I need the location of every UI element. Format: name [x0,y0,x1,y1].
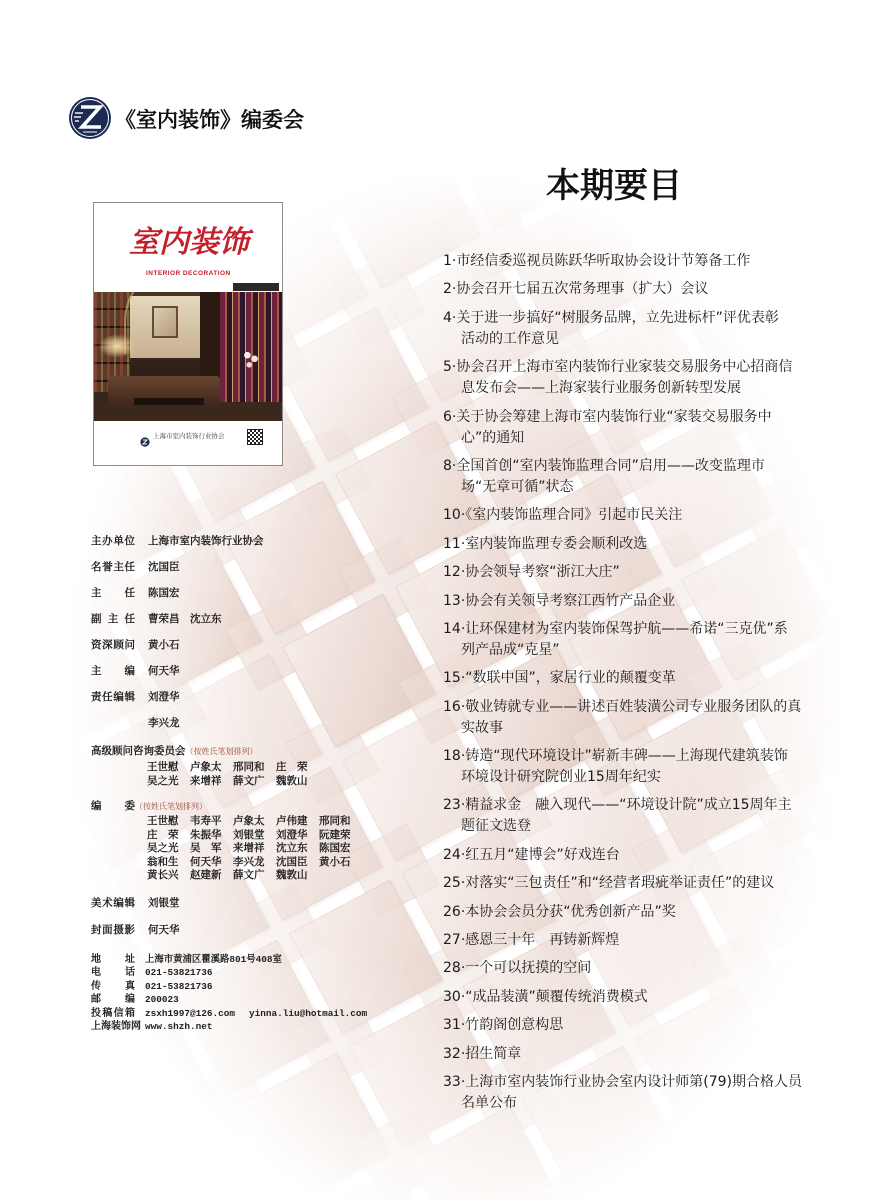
toc-item [443,619,802,661]
toc-page-number: 28· [443,960,466,977]
member-name: 邢同和 [319,815,351,827]
masthead-row [91,534,264,560]
toc-item [443,279,802,300]
masthead-editorial-board [91,799,362,883]
cover-title: 室内装饰 [129,225,249,260]
toc-page-number: 1· [443,253,457,269]
masthead-row [91,923,180,950]
toc-item [443,746,802,788]
toc-page-number: 32· [443,1045,466,1062]
toc-page-number: 30· [443,988,466,1005]
masthead-person-name: 黄小石 [148,639,180,651]
toc-line [443,767,802,788]
masthead-person-name: 陈国宏 [148,587,180,599]
toc-item [443,697,802,739]
photo-arc-lamp [124,292,236,354]
toc-line [443,357,802,378]
contact-label: 投稿信箱 [91,1007,135,1019]
masthead-role-label: 责任编辑 [91,691,135,703]
toc-page-number: 31· [443,1017,466,1034]
toc-line [443,308,802,329]
toc-page-number: 10· [443,507,466,524]
toc-article-title: 活动的工作意见 [461,330,559,347]
member-name: 魏敦山 [276,775,308,787]
toc-article-title: 名单公布 [461,1094,517,1111]
member-name: 沈国臣 [276,855,308,868]
masthead-row [91,664,264,690]
advisors-label: 高级顾问咨询委员会 [91,745,186,757]
toc-line [443,251,802,272]
toc-article-title: 感恩三十年 再铸新辉煌 [465,932,620,949]
contact-row [91,1007,367,1020]
toc-article-title: 铸造“现代环境设计”崭新丰碑——上海现代建筑装饰 [465,748,788,765]
toc-article-title: 场“无章可循”状态 [461,478,574,495]
masthead-row [91,612,264,638]
member-name: 陈国宏 [319,842,351,855]
cover-subtitle: INTERIOR DECORATION [146,270,231,277]
toc-page-number: 2· [443,281,457,298]
contact-value: zsxh1997@126.com [145,1007,236,1019]
toc-item [443,930,802,951]
toc-page-number: 14· [443,620,466,637]
member-name: 薛文广 [233,869,265,882]
toc-article-title: 敬业铸就专业——讲述百姓装潢公司专业服务团队的真 [465,698,802,715]
toc-article-title: 环境设计研究院创业15周年纪实 [461,769,661,786]
cover-issue-bar [233,283,279,291]
toc-item [443,795,802,837]
toc-line [443,428,802,449]
toc-item [443,308,802,350]
member-name: 吴 军 [190,842,222,855]
masthead-person-name: 上海市室内装饰行业协会 [148,535,264,547]
masthead-role-label: 主 任 [91,587,135,599]
name-row [147,774,319,788]
toc-page-number: 33· [443,1073,466,1090]
toc-item [443,456,802,498]
name-row [147,869,362,883]
contact-value: 200023 [145,994,179,1006]
toc-article-title: 协会召开七届五次常务理事（扩大）会议 [456,281,709,298]
magazine-cover [93,202,283,466]
contact-row [91,980,367,993]
toc-line [443,873,802,894]
toc-line [443,930,802,951]
member-name: 何天华 [190,855,222,868]
page-header-title: 《室内装饰》编委会 [115,107,304,132]
toc-line [443,958,802,979]
masthead-row [91,586,264,612]
toc-line [443,378,802,399]
toc-item [443,902,802,923]
member-name: 来增祥 [233,842,265,855]
cover-org-emblem-icon [140,437,150,447]
masthead-role-label: 美术编辑 [91,897,135,909]
toc-article-title: 竹韵阁创意构思 [465,1017,564,1034]
toc-line [443,795,802,816]
member-name: 庄 荣 [276,761,308,773]
toc-page-number: 5· [443,359,457,376]
toc-line [443,456,802,477]
name-row [147,760,319,774]
contact-label: 邮 编 [91,994,135,1006]
toc-article-title: 列产品成“克星” [461,641,560,658]
toc-item [443,958,802,979]
toc-item [443,591,802,612]
member-name: 卢象太 [233,815,265,827]
masthead-role-label: 封面摄影 [91,924,135,936]
toc-page-number: 15· [443,670,466,687]
masthead-role-label: 主办单位 [91,535,135,547]
masthead-row [91,638,264,664]
toc-page-number: 13· [443,592,466,609]
toc-line [443,816,802,837]
masthead-role-label: 名誉主任 [91,561,135,573]
masthead-role-label: 主 编 [91,665,135,677]
logo-emblem-icon [68,96,112,140]
member-name: 阮建荣 [319,828,351,841]
contact-label: 电 话 [91,967,135,979]
toc-line [443,329,802,350]
masthead-person-name: 刘澄华 [148,691,180,703]
name-row [147,829,362,843]
toc-line [443,591,802,612]
toc-list [443,251,802,1121]
member-name: 沈立东 [276,842,308,855]
member-name: 王世慰 [147,761,179,773]
toc-page-number: 12· [443,564,466,581]
toc-article-title: 协会召开上海市室内装饰行业家装交易服务中心招商信 [456,359,793,376]
toc-article-title: 息发布会——上海家装行业服务创新转型发展 [461,380,741,397]
toc-item [443,407,802,449]
toc-article-title: 心”的通知 [461,429,525,446]
masthead-person-name: 何天华 [148,924,180,936]
contact-value: www.shzh.net [145,1020,213,1032]
toc-item [443,1072,802,1114]
photo-lamp-glow [98,334,136,358]
toc-line [443,1072,802,1093]
member-name: 薛文广 [233,775,265,787]
masthead-row [91,690,264,716]
member-name: 黄长兴 [147,869,179,882]
toc-article-title: 题征文选登 [461,818,531,835]
contact-row [91,966,367,979]
toc-article-title: 协会领导考察“浙江大庄” [465,564,620,581]
toc-article-title: 《室内装饰监理合同》引起市民关注 [465,507,683,524]
toc-item [443,987,802,1008]
toc-item [443,845,802,866]
toc-line [443,505,802,526]
masthead-person-name: 刘银堂 [148,897,180,909]
toc-article-title: 室内装饰监理专委会顺利改选 [465,535,648,552]
member-name: 庄 荣 [147,828,179,841]
toc-article-title: 实故事 [461,719,503,736]
toc-line [443,534,802,555]
toc-page-number: 6· [443,408,457,425]
masthead-credits [91,896,180,950]
member-name: 朱振华 [190,828,222,841]
masthead-person-name: 李兴龙 [148,717,180,729]
contact-value: 021-53821736 [145,967,213,979]
contact-label: 上海装饰网 [91,1020,141,1032]
member-name: 吴之光 [147,842,179,855]
cover-interior-photo [94,292,282,421]
toc-line [443,562,802,583]
name-row [147,842,362,856]
toc-item [443,668,802,689]
editorial-board-note: （按姓氏笔划排列） [135,802,207,811]
toc-article-title: 对落实“三包责任”和“经营者瑕疵举证责任”的建议 [465,875,775,892]
toc-item [443,1015,802,1036]
toc-heading: 本期要目 [546,166,682,206]
toc-item [443,357,802,399]
member-name: 魏敦山 [276,869,308,882]
toc-page-number: 24· [443,846,466,863]
member-name: 来增祥 [190,775,222,787]
editorial-board-names [91,815,362,883]
member-name: 刘银堂 [233,828,265,841]
toc-line [443,1044,802,1065]
masthead-contact [91,953,367,1033]
toc-page-number: 27· [443,932,466,949]
advisors-note: （按姓氏笔划排列） [185,747,258,756]
masthead-person-name: 曹荣昌 沈立东 [148,613,222,625]
cover-publisher-name: 上海市室内装饰行业协会 [153,432,225,440]
masthead-row [91,560,264,586]
toc-line [443,279,802,300]
member-name: 吴之光 [147,775,179,787]
toc-line [443,718,802,739]
toc-article-title: 协会有关领导考察江西竹产品企业 [465,592,676,609]
toc-article-title: 精益求金 融入现代——“环境设计院”成立15周年主 [465,797,792,814]
toc-line [443,987,802,1008]
toc-line [443,697,802,718]
masthead-row [91,716,264,742]
toc-line [443,407,802,428]
toc-item [443,505,802,526]
masthead-person-name: 沈国臣 [148,561,180,573]
masthead-staff [91,534,264,742]
toc-article-title: 全国首创“室内装饰监理合同”启用——改变监理市 [456,457,765,474]
member-name: 赵建新 [190,869,222,882]
toc-article-title: 上海市室内装饰行业协会室内设计师第(79)期合格人员 [465,1073,803,1090]
member-name: 卢伟建 [276,815,308,827]
member-name: 刘澄华 [276,828,308,841]
toc-article-title: 关于进一步搞好“树服务品牌，立先进标杆”评优表彰 [456,309,779,326]
contact-value: 021-53821736 [145,980,213,992]
toc-line [443,477,802,498]
toc-line [443,902,802,923]
member-name: 黄小石 [319,855,351,868]
member-name: 韦寿平 [190,815,222,827]
qr-code-icon [247,429,263,445]
contact-row [91,993,367,1006]
toc-item [443,534,802,555]
contact-value: yinna.liu@hotmail.com [249,1007,368,1019]
contact-label: 传 真 [91,980,135,992]
toc-line [443,619,802,640]
member-name: 卢象太 [190,761,222,773]
toc-article-title: “数联中国”，家居行业的颠覆变革 [465,670,676,687]
photo-orchid [242,348,260,372]
toc-item [443,251,802,272]
toc-line [443,640,802,661]
cover-org-logo-icon [140,432,150,442]
toc-article-title: “成品装潢”颠覆传统消费模式 [465,988,648,1005]
toc-item [443,873,802,894]
contact-row [91,1020,367,1033]
photo-coffee-table [134,398,204,405]
toc-item [443,1044,802,1065]
toc-line [443,746,802,767]
association-logo-icon [68,96,112,140]
name-row [147,856,362,870]
toc-page-number: 23· [443,797,466,814]
advisor-names [91,760,319,788]
member-name: 李兴龙 [233,855,265,868]
toc-line [443,668,802,689]
contact-label: 地 址 [91,954,135,965]
masthead-role-label: 副主任 [91,613,135,625]
toc-page-number: 25· [443,875,466,892]
masthead-role-label: 资深顾问 [91,639,135,651]
contact-value: 上海市黄浦区瞿溪路801号408室 [145,954,282,965]
toc-article-title: 一个可以抚摸的空间 [465,960,592,977]
toc-article-title: 关于协会筹建上海市室内装饰行业“家装交易服务中 [456,408,772,425]
toc-line [443,1093,802,1114]
toc-article-title: 红五月“建博会”好戏连台 [465,846,620,863]
member-name: 邢同和 [233,761,265,773]
masthead-advisors [91,744,319,788]
member-name: 王世慰 [147,815,179,827]
name-row [147,815,362,829]
toc-page-number: 18· [443,748,466,765]
editorial-board-heading [91,799,362,815]
contact-row [91,953,367,966]
toc-article-title: 让环保建材为室内装饰保驾护航——希诺“三克优”系 [465,620,788,637]
toc-line [443,1015,802,1036]
toc-page-number: 4· [443,309,457,326]
toc-article-title: 本协会会员分获“优秀创新产品”奖 [465,903,676,920]
masthead-person-name: 何天华 [148,665,180,677]
toc-page-number: 11· [443,535,466,552]
editorial-board-label: 编 委 [91,800,135,812]
toc-item [443,562,802,583]
toc-line [443,845,802,866]
toc-page-number: 26· [443,903,466,920]
toc-page-number: 16· [443,698,466,715]
advisors-heading [91,744,319,760]
toc-article-title: 市经信委巡视员陈跃华听取协会设计节筹备工作 [456,253,751,269]
member-name: 翁和生 [147,855,179,868]
toc-article-title: 招生简章 [465,1045,522,1062]
toc-page-number: 8· [443,457,457,474]
masthead-row [91,896,180,923]
